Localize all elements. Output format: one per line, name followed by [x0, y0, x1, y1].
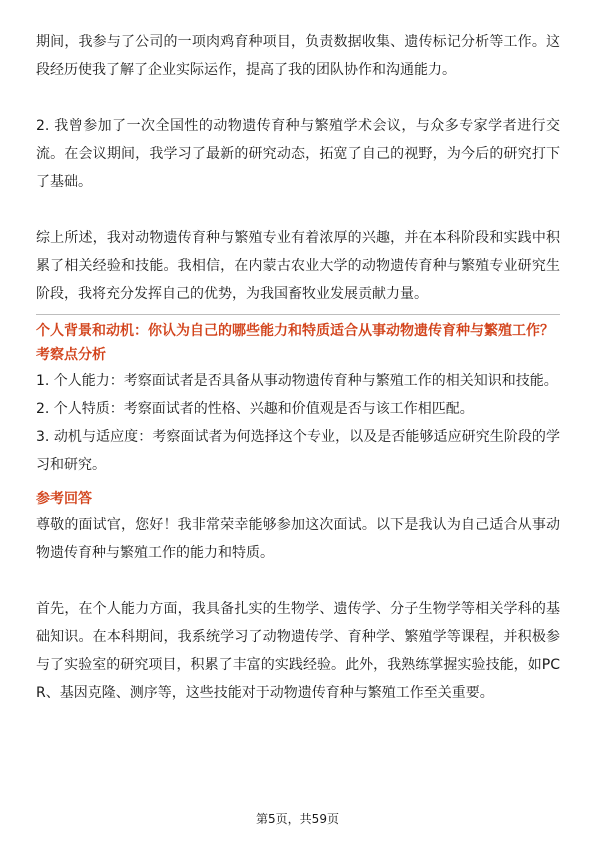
analysis-item-1: 1. 个人能力：考察面试者是否具备从事动物遗传育种与繁殖工作的相关知识和技能。 — [36, 373, 558, 389]
analysis-heading: 考察点分析 — [36, 347, 106, 363]
intro-paragraph-1: 期间，我参与了公司的一项肉鸡育种项目，负责数据收集、遗传标记分析等工作。这段经历使我了解了企业实际运作，提高了我的团队协作和沟通能力。 — [36, 34, 560, 78]
interview-question: 个人背景和动机：你认为自己的哪些能力和特质适合从事动物遗传育种与繁殖工作？ — [36, 323, 554, 339]
analysis-item-2: 2. 个人特质：考察面试者的性格、兴趣和价值观是否与该工作相匹配。 — [36, 401, 474, 417]
answer-paragraph-2: 首先，在个人能力方面，我具备扎实的生物学、遗传学、分子生物学等相关学科的基础知识。在本科期间，我系统学习了动物遗传学、育种学、繁殖学等课程，并积极参与了实验室的研究项目，积累了丰富的实践经验。此外，我熟练掌握实验技能，如PCR、基因克隆、测序等，这些技能对于动物遗传育种与繁殖工作至关重要。 — [36, 601, 560, 701]
intro-paragraph-2: 2. 我曾参加了一次全国性的动物遗传育种与繁殖学术会议，与众多专家学者进行交流。在会议期间，我学习了最新的研究动态，拓宽了自己的视野，为今后的研究打下了基础。 — [36, 118, 560, 190]
page-number: 第5页，共59页 — [256, 812, 339, 826]
summary-paragraph: 综上所述，我对动物遗传育种与繁殖专业有着浓厚的兴趣，并在本科阶段和实践中积累了相关经验和技能。我相信，在内蒙古农业大学的动物遗传育种与繁殖专业研究生阶段，我将充分发挥自己的优势，为我国畜牧业发展贡献力量。 — [36, 230, 560, 302]
section-divider — [36, 314, 560, 315]
analysis-item-3: 3. 动机与适应度：考察面试者为何选择这个专业，以及是否能够适应研究生阶段的学习和研究。 — [36, 429, 560, 473]
document-page — [36, 28, 560, 707]
answer-paragraph-1: 尊敬的面试官，您好！我非常荣幸能够参加这次面试。以下是我认为自己适合从事动物遗传育种与繁殖工作的能力和特质。 — [36, 517, 560, 561]
answer-heading: 参考回答 — [36, 491, 92, 507]
